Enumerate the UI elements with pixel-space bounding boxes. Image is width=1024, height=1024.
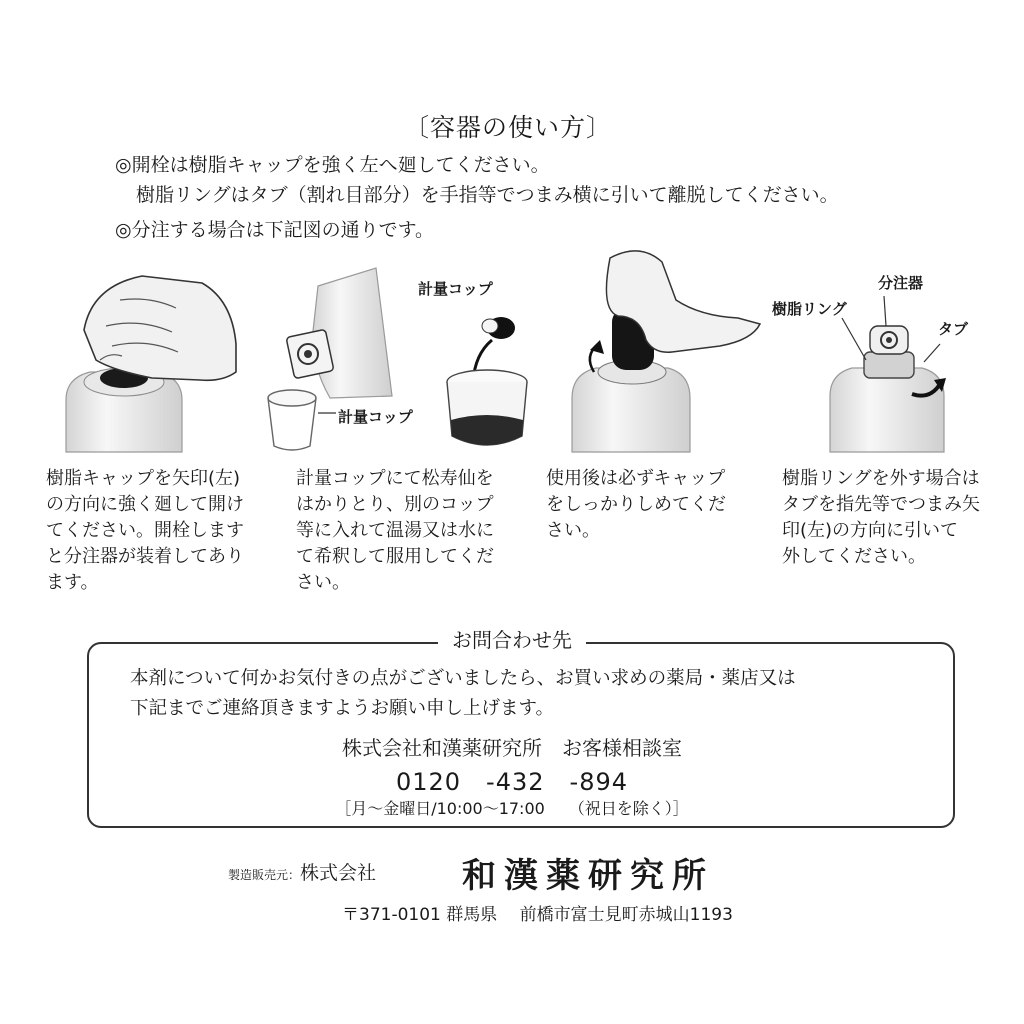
maker-label: 製造販売元： bbox=[228, 868, 301, 882]
step-caption-2 bbox=[296, 466, 526, 596]
caption-line: の方向に強く廻して開け bbox=[46, 494, 244, 515]
caption-line: て希釈して服用してくだ bbox=[296, 546, 494, 567]
maker-address: 〒371-0101 群馬県 前橋市富士見町赤城山1193 bbox=[342, 905, 733, 925]
contact-body-line-2: 下記までご連絡頂きますようお願い申し上げます。 bbox=[130, 698, 555, 719]
contact-hours: ［月～金曜日/10:00～17:00 （祝日を除く）］ bbox=[335, 799, 689, 818]
contact-company: 株式会社和漢薬研究所 お客様相談室 bbox=[342, 736, 682, 760]
caption-line: 使用後は必ずキャップ bbox=[546, 468, 726, 489]
caption-line: てください。開栓します bbox=[46, 520, 244, 541]
maker-prefix: 株式会社 bbox=[300, 862, 377, 884]
maker-line bbox=[228, 858, 376, 885]
intro-line-1: ◎開栓は樹脂キャップを強く左へ廻してください。 bbox=[115, 154, 550, 176]
caption-line: と分注器が装着してあり bbox=[46, 546, 244, 567]
figure-remove-ring bbox=[830, 296, 946, 452]
intro-line-2: 樹脂リングはタブ（割れ目部分）を手指等でつまみ横に引いて離脱してください。 bbox=[136, 184, 839, 206]
intro-line-3: ◎分注する場合は下記図の通りです。 bbox=[115, 219, 435, 241]
caption-line: さい。 bbox=[546, 520, 600, 541]
caption-line: 外してください。 bbox=[782, 546, 926, 567]
figure-open-cap bbox=[66, 276, 236, 452]
caption-line: さい。 bbox=[296, 572, 350, 593]
caption-line: 樹脂リングを外す場合は bbox=[782, 468, 980, 489]
page-title: 〔容器の使い方〕 bbox=[404, 113, 613, 142]
contact-body-line-1: 本剤について何かお気付きの点がございましたら、お買い求めの薬局・薬店又は bbox=[130, 668, 796, 689]
cup-label-top: 計量コップ bbox=[418, 280, 493, 298]
contact-heading bbox=[0, 624, 1024, 653]
step-caption-4 bbox=[782, 466, 1018, 570]
figure-close-cap bbox=[572, 251, 760, 452]
caption-line: はかりとり、別のコップ bbox=[296, 494, 494, 515]
maker-name-logo: 和漢薬研究所 bbox=[462, 856, 714, 896]
contact-heading-text: お問合わせ先 bbox=[438, 628, 586, 652]
caption-line: ます。 bbox=[46, 572, 99, 593]
figure-cup-to-beaker bbox=[447, 317, 527, 445]
caption-line: 樹脂キャップを矢印(左) bbox=[46, 468, 241, 489]
cup-label-left: 計量コップ bbox=[338, 408, 413, 426]
contact-phone: 0120 -432 -894 bbox=[395, 768, 628, 796]
step-caption-3 bbox=[546, 466, 766, 544]
dispenser-label: 分注器 bbox=[878, 274, 924, 292]
caption-line: 印(左)の方向に引いて bbox=[782, 520, 959, 541]
contact-body bbox=[130, 664, 796, 724]
step-caption-1 bbox=[46, 466, 276, 596]
ring-label: 樹脂リング bbox=[772, 300, 847, 318]
caption-line: タブを指先等でつまみ矢 bbox=[782, 494, 980, 515]
caption-line: をしっかりしめてくだ bbox=[546, 494, 726, 515]
caption-line: 計量コップにて松寿仙を bbox=[296, 468, 494, 489]
caption-line: 等に入れて温湯又は水に bbox=[296, 520, 494, 541]
tab-label: タブ bbox=[938, 320, 969, 338]
